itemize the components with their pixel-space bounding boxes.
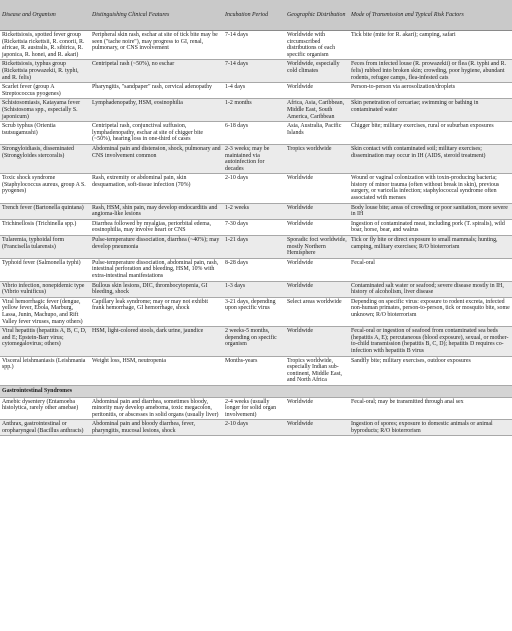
- disease-cell: Rickettsiosis, spotted fever group (Rickettsia rickettsii, R. conorii, R. africae, R. australis, R. sibirica, R. japonica, R. honei, and R. akari): [0, 31, 90, 60]
- transmission-cell: Fecal-oral or ingestion of seafood from contaminated sea beds (hepatitis A, E); percutaneous (blood exposure), sexual, or mother-to-child transmission (hepatitis B, C, D); hepatitis D requires co-infection with hepatitis B virus: [349, 327, 512, 356]
- geography-cell: Worldwide: [285, 281, 349, 297]
- table-row: [0, 122, 512, 145]
- geography-cell: Tropics worldwide, especially Indian sub-continent, Middle East, and North Africa: [285, 356, 349, 385]
- geography-cell: Select areas worldwide: [285, 297, 349, 326]
- geography-cell: Worldwide: [285, 420, 349, 436]
- disease-cell: Scrub typhus (Orientia tsutsugamushi): [0, 122, 90, 145]
- features-cell: Lymphadenopathy, HSM, eosinophilia: [90, 99, 223, 122]
- transmission-cell: Feces from infected louse (R. prowazekii) or flea (R. typhi and R. felis) rubbed into broken skin; crowding, poor hygiene, abundant rodents, refugee camps, flea-infested cats: [349, 60, 512, 83]
- incubation-cell: 1-3 days: [223, 281, 285, 297]
- header-disease: Disease and Organism: [0, 0, 90, 31]
- disease-cell: Schistosomiasis, Katayama fever (Schistosoma spp., especially S. japonicum): [0, 99, 90, 122]
- features-cell: Bullous skin lesions, DIC, thrombocytopenia, GI bleeding, shock: [90, 281, 223, 297]
- incubation-cell: 2 weeks-5 months, depending on specific organism: [223, 327, 285, 356]
- transmission-cell: Skin contact with contaminated soil; military exercises; dissemination may occur in IH (AIDS, steroid treatment): [349, 144, 512, 173]
- incubation-cell: 2-4 weeks (usually longer for solid organ involvement): [223, 397, 285, 420]
- disease-cell: Viral hemorrhagic fever (dengue, yellow fever, Ebola, Marburg, Lassa, Junin, Machupo, and Rift Valley fever viruses, many others): [0, 297, 90, 326]
- table-row: [0, 397, 512, 420]
- incubation-cell: 7-14 days: [223, 60, 285, 83]
- incubation-cell: 2-10 days: [223, 420, 285, 436]
- disease-cell: Toxic shock syndrome (Staphylococcus aureus, group A S. pyogenes): [0, 174, 90, 203]
- table-row: [0, 60, 512, 83]
- features-cell: Abdominal pain and diarrhea, sometimes bloody, minority may develop ameboma, toxic megacolon, peritonitis, or abscesses in solid organs (usually liver): [90, 397, 223, 420]
- transmission-cell: Person-to-person via aerosolization/droplets: [349, 83, 512, 99]
- disease-cell: Visceral leishmaniasis (Leishmania spp.): [0, 356, 90, 385]
- features-cell: Pharyngitis, "sandpaper" rash, cervical adenopathy: [90, 83, 223, 99]
- table-row: [0, 83, 512, 99]
- table-row: [0, 144, 512, 173]
- features-cell: Pulse-temperature dissociation, diarrhea (~40%); may develop pneumonia: [90, 236, 223, 259]
- table-row: [0, 236, 512, 259]
- table-row: [0, 420, 512, 436]
- incubation-cell: 2-3 weeks; may be maintained via autoinfection for decades: [223, 144, 285, 173]
- section-header-row: [0, 385, 512, 397]
- header-clinical-features: Distinguishing Clinical Features: [90, 0, 223, 31]
- table-row: [0, 203, 512, 219]
- incubation-cell: 7-14 days: [223, 31, 285, 60]
- incubation-cell: 8-28 days: [223, 258, 285, 281]
- table-row: [0, 258, 512, 281]
- disease-cell: Tularemia, typhoidal form (Francisella tularensis): [0, 236, 90, 259]
- disease-cell: Viral hepatitis (hepatitis A, B, C, D, and E; Epstein-Barr virus; cytomegalovirus; others): [0, 327, 90, 356]
- transmission-cell: Tick or fly bite or direct exposure to small mammals; hunting, camping, military exercises; R/O bioterrorism: [349, 236, 512, 259]
- table-row: [0, 281, 512, 297]
- incubation-cell: 1-4 days: [223, 83, 285, 99]
- disease-cell: Trichinellosis (Trichinella spp.): [0, 219, 90, 235]
- transmission-cell: Wound or vaginal colonization with toxin-producing bacteria; history of minor trauma (often without break in skin), previous surgery, or varicella infection; staphylococcal syndrome often associated with menses: [349, 174, 512, 203]
- disease-cell: Anthrax, gastrointestinal or oropharyngeal (Bacillus anthracis): [0, 420, 90, 436]
- features-cell: Weight loss, HSM, neutropenia: [90, 356, 223, 385]
- table-header-row: [0, 0, 512, 31]
- disease-cell: Scarlet fever (group A Streptococcus pyogenes): [0, 83, 90, 99]
- geography-cell: Worldwide: [285, 174, 349, 203]
- incubation-cell: 1-21 days: [223, 236, 285, 259]
- incubation-cell: 2-10 days: [223, 174, 285, 203]
- transmission-cell: Fecal-oral; may be transmitted through anal sex: [349, 397, 512, 420]
- geography-cell: Tropics worldwide: [285, 144, 349, 173]
- table-row: [0, 174, 512, 203]
- features-cell: Rash, extremity or abdominal pain, skin desquamation, soft-tissue infection (70%): [90, 174, 223, 203]
- incubation-cell: 6-18 days: [223, 122, 285, 145]
- features-cell: Peripheral skin rash, eschar at site of tick bite may be seen ("tache noire"), may progress to GI, renal, pulmonary, or CNS involvement: [90, 31, 223, 60]
- disease-cell: Amebic dysentery (Entamoeba histolytica, rarely other amebae): [0, 397, 90, 420]
- table-row: [0, 297, 512, 326]
- features-cell: Rash, HSM, shin pain, may develop endocarditis and angioma-like lesions: [90, 203, 223, 219]
- transmission-cell: Depending on specific virus: exposure to rodent excreta, infected non-human primates, person-to-person, tick or mosquito bite, some unknown; R/O bioterrorism: [349, 297, 512, 326]
- features-cell: Capillary leak syndrome; may or may not exhibit frank hemorrhage, GI hemorrhage, shock: [90, 297, 223, 326]
- table-row: [0, 99, 512, 122]
- geography-cell: Worldwide: [285, 397, 349, 420]
- incubation-cell: 1-2 months: [223, 99, 285, 122]
- header-transmission: Mode of Transmission and Typical Risk Factors: [349, 0, 512, 31]
- incubation-cell: 7-30 days: [223, 219, 285, 235]
- disease-cell: Typhoid fever (Salmonella typhi): [0, 258, 90, 281]
- geography-cell: Worldwide, especially cold climates: [285, 60, 349, 83]
- section-title: Gastrointestinal Syndromes: [0, 385, 512, 397]
- disease-cell: Vibrio infection, nonepidemic type (Vibrio vulnificus): [0, 281, 90, 297]
- features-cell: Abdominal pain and bloody diarrhea, fever, pharyngitis, mucosal lesions, shock: [90, 420, 223, 436]
- geography-cell: Worldwide: [285, 203, 349, 219]
- table-row: [0, 219, 512, 235]
- incubation-cell: Months-years: [223, 356, 285, 385]
- geography-cell: Asia, Australia, Pacific Islands: [285, 122, 349, 145]
- geography-cell: Africa, Asia, Caribbean, Middle East, South America, Caribbean: [285, 99, 349, 122]
- transmission-cell: Body louse bite; areas of crowding or poor sanitation, more severe in IH: [349, 203, 512, 219]
- header-geography: Geographic Distribution: [285, 0, 349, 31]
- transmission-cell: Contaminated salt water or seafood; severe disease mostly in IH, history of alcoholism, liver disease: [349, 281, 512, 297]
- geography-cell: Worldwide: [285, 258, 349, 281]
- features-cell: Centripetal rash (~50%), no eschar: [90, 60, 223, 83]
- transmission-cell: Ingestion of spores; exposure to domestic animals or animal byproducts; R/O bioterrorism: [349, 420, 512, 436]
- features-cell: Centripetal rash, conjunctival suffusion, lymphadenopathy, eschar at site of chigger bite (~50%), hearing loss in one-third of cases: [90, 122, 223, 145]
- features-cell: Abdominal pain and distension, shock, pulmonary and CNS involvement common: [90, 144, 223, 173]
- header-incubation: Incubation Period: [223, 0, 285, 31]
- transmission-cell: Chigger bite; military exercises, rural or suburban exposures: [349, 122, 512, 145]
- incubation-cell: 1-2 weeks: [223, 203, 285, 219]
- features-cell: Pulse-temperature dissociation, abdominal pain, rash, intestinal perforation and bleeding, HSM, 10% with extra-intestinal manifestations: [90, 258, 223, 281]
- geography-cell: Worldwide with circumscribed distributions of each specific organism: [285, 31, 349, 60]
- transmission-cell: Fecal-oral: [349, 258, 512, 281]
- transmission-cell: Ingestion of contaminated meat, including pork (T. spiralis), wild boar, horse, bear, and walrus: [349, 219, 512, 235]
- transmission-cell: Sandfly bite; military exercises, outdoor exposures: [349, 356, 512, 385]
- geography-cell: Worldwide: [285, 83, 349, 99]
- incubation-cell: 3-21 days, depending upon specific virus: [223, 297, 285, 326]
- transmission-cell: Tick bite (mite for R. akari); camping, safari: [349, 31, 512, 60]
- geography-cell: Worldwide: [285, 219, 349, 235]
- geography-cell: Sporadic foci worldwide, mostly Northern Hemisphere: [285, 236, 349, 259]
- features-cell: Diarrhea followed by myalgias, periorbital edema, eosinophilia, may involve heart or CNS: [90, 219, 223, 235]
- disease-cell: Strongyloidiasis, disseminated (Strongyloides stercoralis): [0, 144, 90, 173]
- table-row: [0, 356, 512, 385]
- disease-cell: Trench fever (Bartonella quintana): [0, 203, 90, 219]
- table-row: [0, 31, 512, 60]
- transmission-cell: Skin penetration of cercariae; swimming or bathing in contaminated water: [349, 99, 512, 122]
- table-row: [0, 327, 512, 356]
- features-cell: HSM, light-colored stools, dark urine, jaundice: [90, 327, 223, 356]
- disease-cell: Rickettsiosis, typhus group (Rickettsia prowazekii, R. typhi, and R. felis): [0, 60, 90, 83]
- geography-cell: Worldwide: [285, 327, 349, 356]
